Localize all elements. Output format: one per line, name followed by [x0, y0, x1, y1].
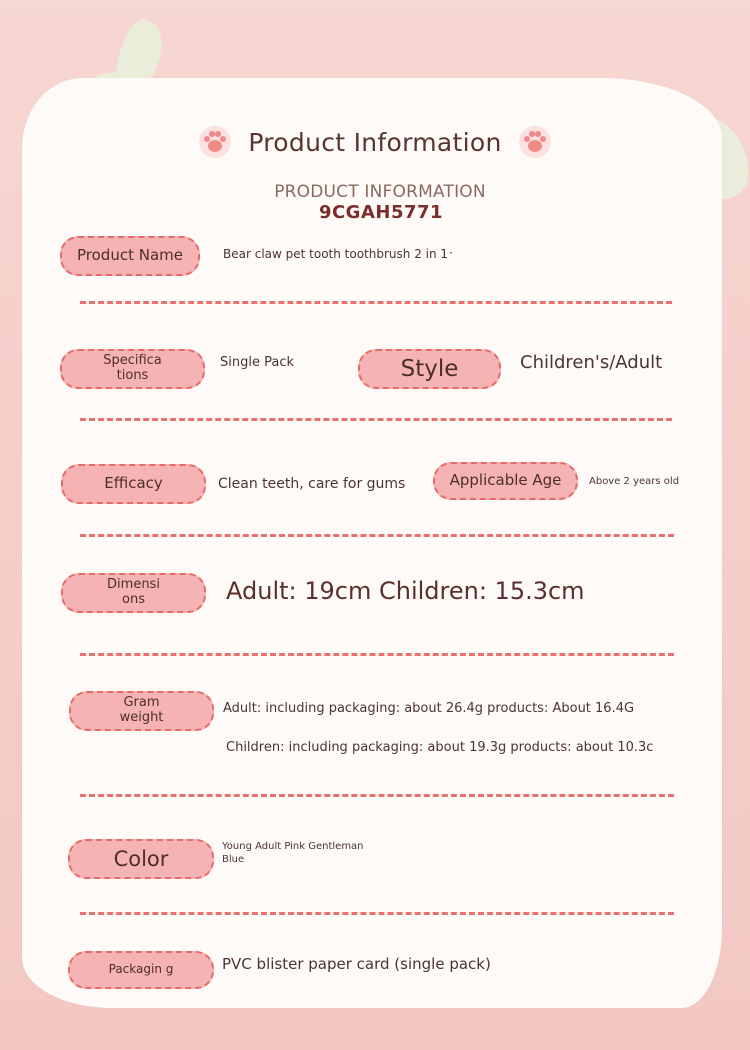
page-title: Product Information [248, 127, 502, 157]
product-code: 9CGAH5771 [318, 202, 444, 223]
label-specifications: Specifica tions [60, 349, 205, 389]
divider [80, 912, 674, 915]
divider [80, 534, 674, 537]
label-style: Style [358, 349, 501, 389]
paw-icon [518, 125, 552, 159]
paw-icon [198, 125, 232, 159]
label-efficacy: Efficacy [61, 464, 206, 504]
value-product-name-dot: · [449, 246, 453, 260]
label-packaging: Packagin g [68, 951, 214, 989]
value-dimensions: Adult: 19cm Children: 15.3cm [226, 577, 585, 605]
divider [80, 653, 674, 656]
title-row [0, 124, 750, 160]
divider [80, 301, 672, 304]
divider [80, 418, 672, 421]
value-gram-weight-adult: Adult: including packaging: about 26.4g products: About 16.4G [223, 701, 635, 716]
value-style: Children's/Adult [520, 352, 663, 373]
value-color-line1: Young Adult Pink Gentleman [222, 841, 364, 852]
value-specifications: Single Pack [220, 355, 294, 370]
subtitle-en: PRODUCT INFORMATION [274, 182, 486, 202]
label-product-name: Product Name [60, 236, 200, 276]
value-product-name: Bear claw pet tooth toothbrush 2 in 1 [223, 247, 449, 261]
label-dimensions: Dimensi ons [61, 573, 206, 613]
value-efficacy: Clean teeth, care for gums [218, 476, 406, 492]
value-color-line2: Blue [222, 854, 245, 865]
value-packaging: PVC blister paper card (single pack) [222, 955, 491, 973]
label-gram-weight: Gram weight [69, 691, 214, 731]
value-gram-weight-children: Children: including packaging: about 19.3g products: about 10.3c [226, 740, 654, 755]
value-applicable-age: Above 2 years old [589, 476, 680, 487]
label-color: Color [68, 839, 214, 879]
label-applicable-age: Applicable Age [433, 462, 578, 500]
divider [80, 794, 674, 797]
